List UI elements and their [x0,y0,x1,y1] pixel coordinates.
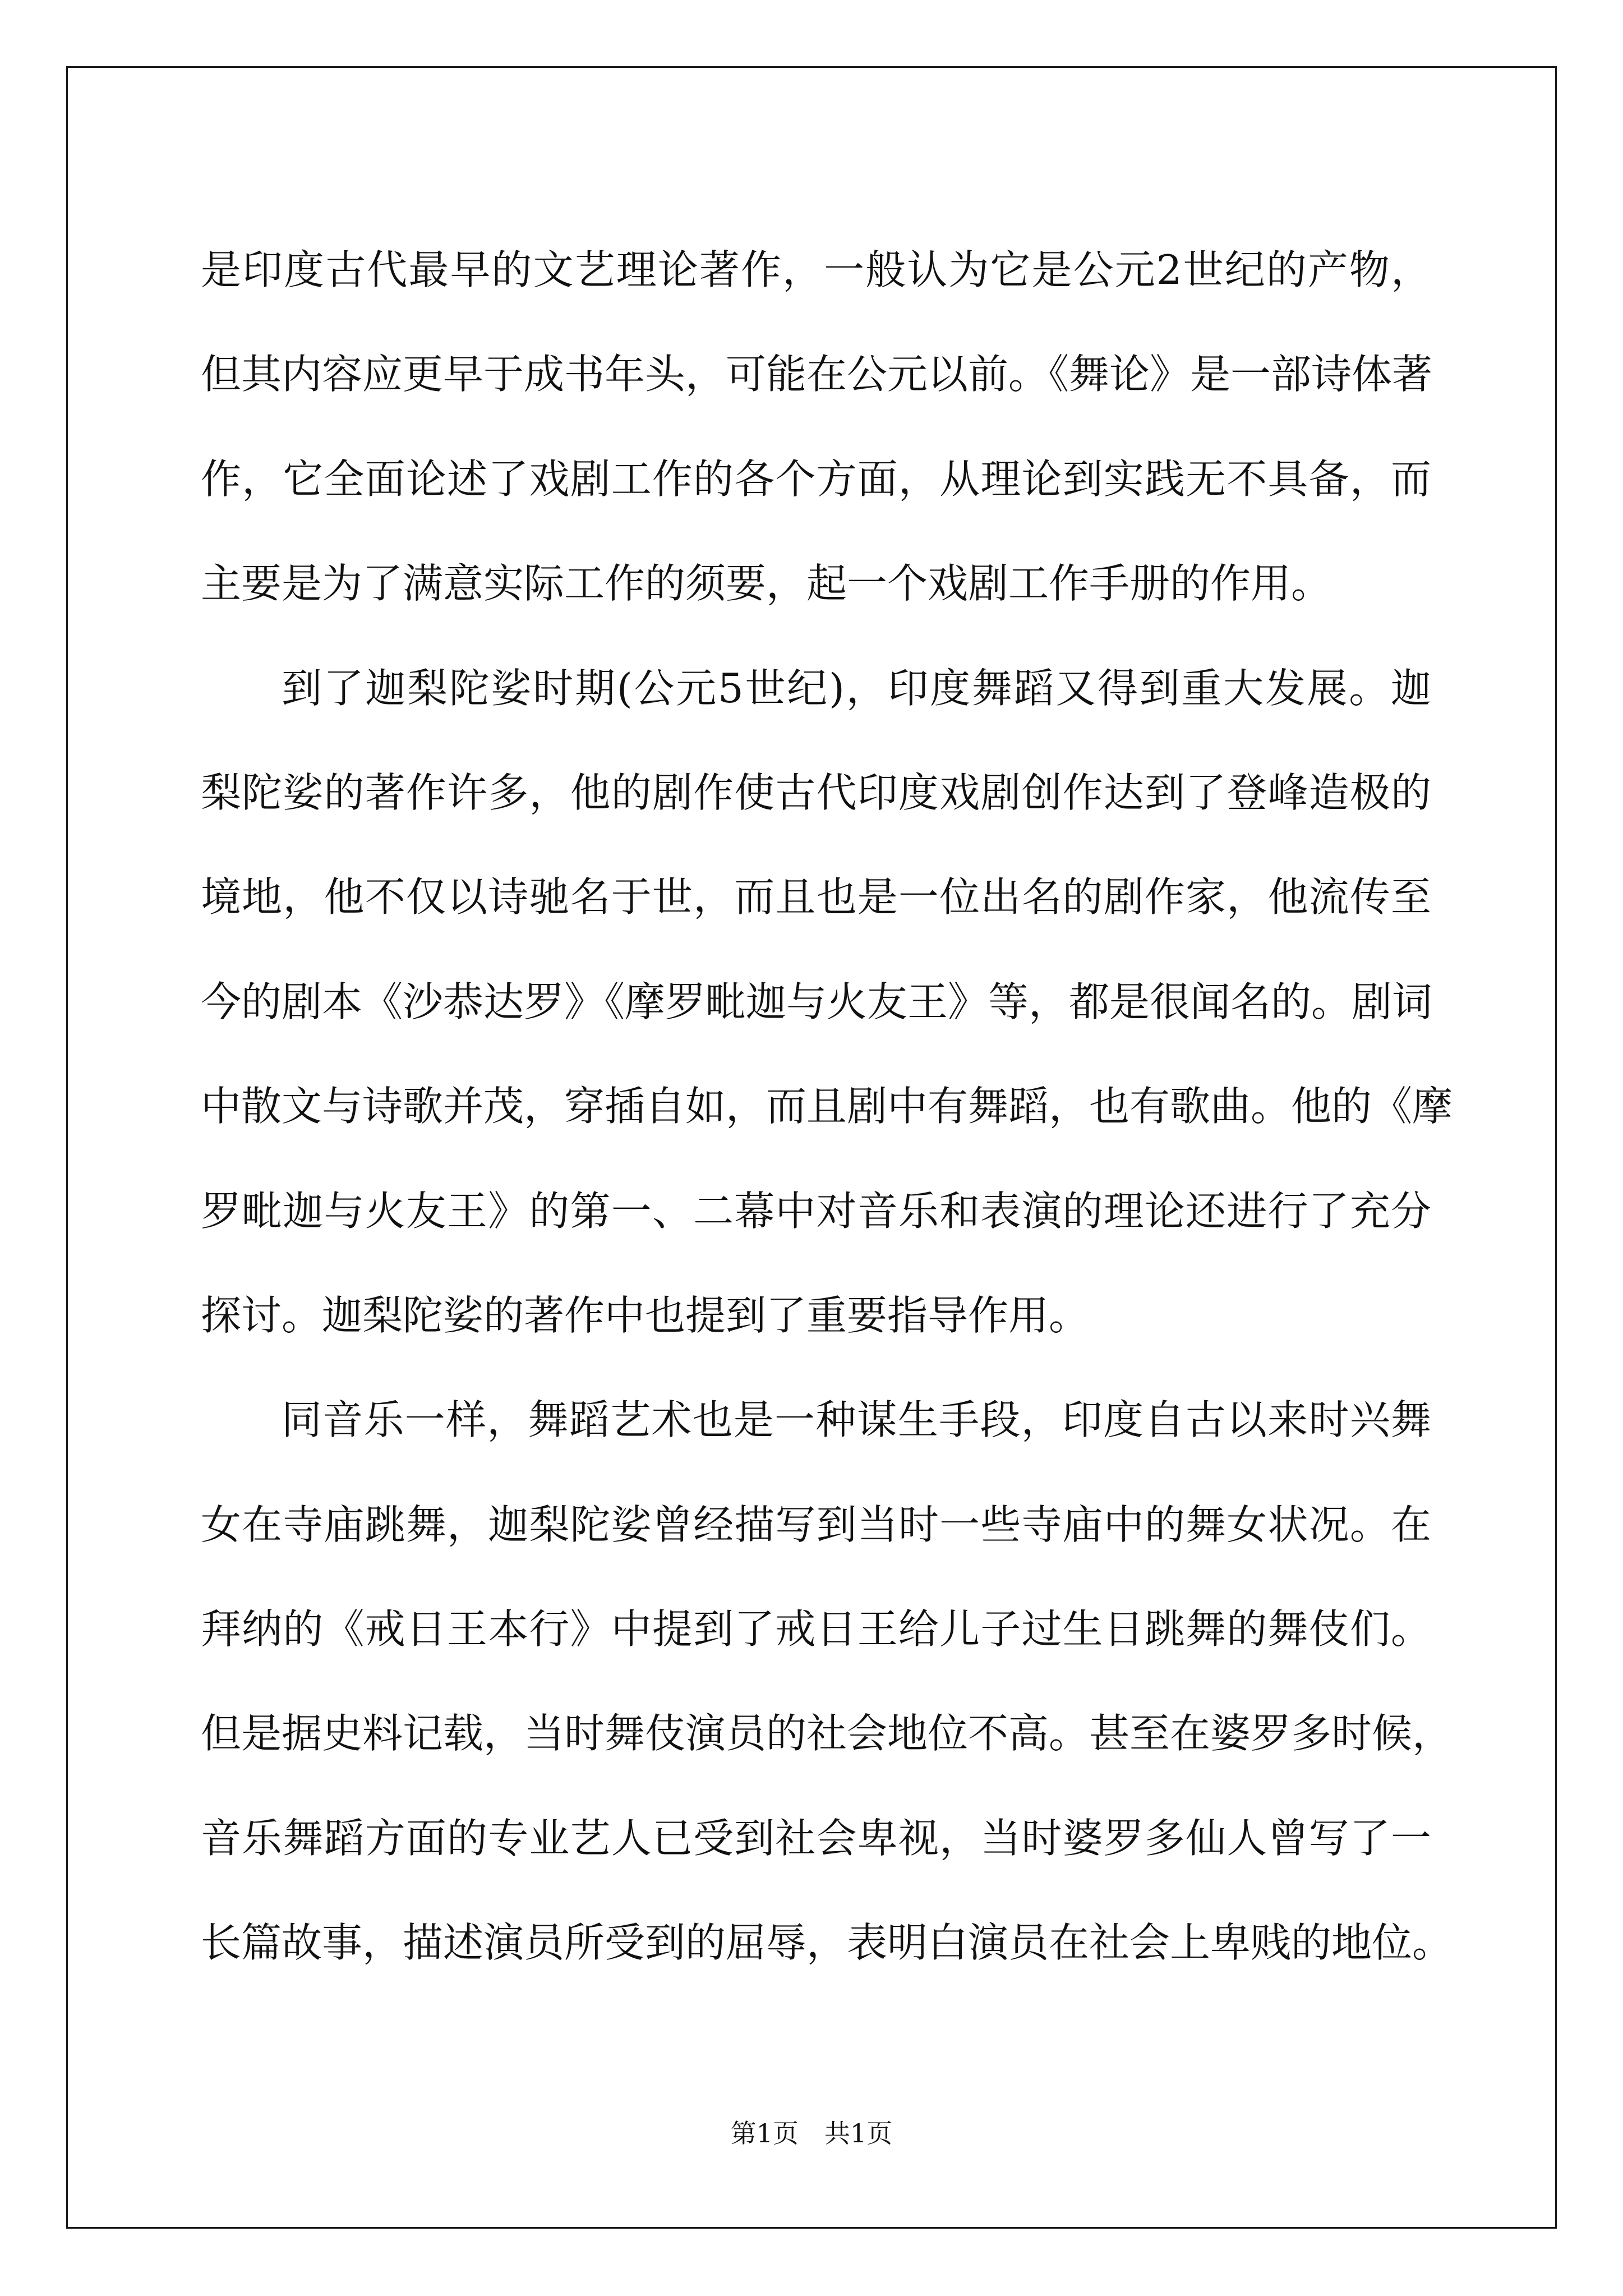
page-number: 第1页 [730,2118,799,2148]
text-line: 今的剧本《沙恭达罗》《摩罗毗迦与火友王》等，都是很闻名的。剧词 [201,978,1433,1025]
text-line: 女在寺庙跳舞，迦梨陀娑曾经描写到当时一些寺庙中的舞女状况。在 [201,1501,1431,1548]
text-line: 境地，他不仅以诗驰名于世，而且也是一位出名的剧作家，他流传至 [201,873,1431,921]
text-line: 拜纳的《戒日王本行》中提到了戒日王给儿子过生日跳舞的舞伎们。 [201,1605,1431,1653]
document-body [201,218,1453,1995]
text-line: 但其内容应更早于成书年头，可能在公元以前。《舞论》是一部诗体著 [201,351,1433,398]
text-line: 中散文与诗歌并茂，穿插自如，而且剧中有舞蹈，也有歌曲。他的《摩 [201,1083,1453,1130]
text-line: 罗毗迦与火友王》的第一、二幕中对音乐和表演的理论还进行了充分 [201,1187,1431,1235]
page-total: 共1页 [824,2118,893,2148]
text-line: 长篇故事，描述演员所受到的屈辱，表明白演员在社会上卑贱的地位。 [201,1919,1453,1967]
text-line: 作，它全面论述了戏剧工作的各个方面，从理论到实践无不具备，而 [201,455,1431,503]
text-line: 但是据史料记载，当时舞伎演员的社会地位不高。甚至在婆罗多时候， [201,1710,1453,1757]
text-line: 探讨。迦梨陀娑的著作中也提到了重要指导作用。 [201,1291,1090,1339]
text-line: 音乐舞蹈方面的专业艺人已受到社会卑视，当时婆罗多仙人曾写了一 [201,1814,1431,1862]
page-footer [0,2116,1623,2150]
text-line: 是印度古代最早的文艺理论著作，一般认为它是公元2世纪的产物， [201,246,1431,293]
text-line: 同音乐一样，舞蹈艺术也是一种谋生手段，印度自古以来时兴舞 [282,1396,1431,1444]
text-line: 梨陀娑的著作许多，他的剧作使古代印度戏剧创作达到了登峰造极的 [201,769,1431,816]
text-line: 主要是为了满意实际工作的须要，起一个戏剧工作手册的作用。 [201,560,1332,608]
text-line: 到了迦梨陀娑时期(公元5世纪)，印度舞蹈又得到重大发展。迦 [282,664,1431,712]
